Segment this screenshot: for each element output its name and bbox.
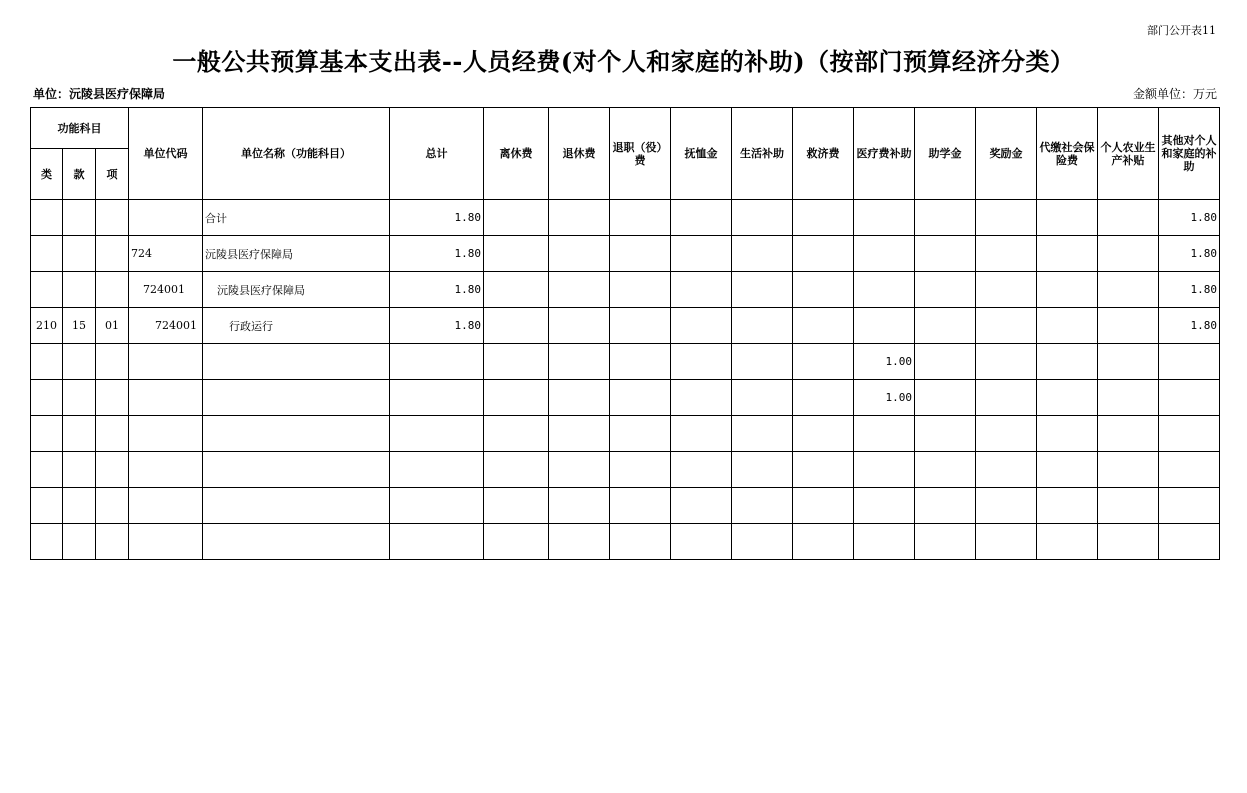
cell-lixiu bbox=[484, 488, 549, 524]
cell-fuxu bbox=[671, 308, 732, 344]
cell-lixiu bbox=[484, 200, 549, 236]
header-fuxu: 抚恤金 bbox=[671, 108, 732, 200]
cell-yiliao: 1.00 bbox=[854, 344, 915, 380]
cell-daijiao bbox=[1037, 524, 1098, 560]
cell-yiliao: 1.00 bbox=[854, 380, 915, 416]
cell-shenghuo bbox=[732, 272, 793, 308]
cell-tuizhi bbox=[610, 344, 671, 380]
header-unit-code: 单位代码 bbox=[129, 108, 203, 200]
cell-zhuxue bbox=[915, 416, 976, 452]
header-qita: 其他对个人和家庭的补助 bbox=[1159, 108, 1220, 200]
cell-xiang bbox=[96, 488, 129, 524]
cell-name: 沅陵县医疗保障局 bbox=[203, 272, 390, 308]
cell-xiang bbox=[96, 452, 129, 488]
cell-fuxu bbox=[671, 272, 732, 308]
cell-zhuxue bbox=[915, 308, 976, 344]
cell-xiang bbox=[96, 236, 129, 272]
cell-lixiu bbox=[484, 344, 549, 380]
cell-qita: 1.80 bbox=[1159, 200, 1220, 236]
cell-total bbox=[390, 380, 484, 416]
cell-total: 1.80 bbox=[390, 308, 484, 344]
cell-kuan bbox=[63, 272, 96, 308]
cell-qita: 1.80 bbox=[1159, 272, 1220, 308]
cell-tuizhi bbox=[610, 416, 671, 452]
cell-tuixiu bbox=[549, 236, 610, 272]
table-row bbox=[31, 488, 1220, 524]
cell-kuan bbox=[63, 488, 96, 524]
cell-tuixiu bbox=[549, 524, 610, 560]
cell-kuan bbox=[63, 380, 96, 416]
cell-daijiao bbox=[1037, 488, 1098, 524]
cell-jiuji bbox=[793, 272, 854, 308]
cell-tuixiu bbox=[549, 488, 610, 524]
header-tuixiu: 退休费 bbox=[549, 108, 610, 200]
cell-jiangli bbox=[976, 452, 1037, 488]
cell-name bbox=[203, 344, 390, 380]
cell-kuan bbox=[63, 236, 96, 272]
cell-code: 724 bbox=[129, 236, 203, 272]
cell-daijiao bbox=[1037, 272, 1098, 308]
amount-unit-label: 金额单位：万元 bbox=[1132, 87, 1217, 101]
header-shenghuo: 生活补助 bbox=[732, 108, 793, 200]
cell-shenghuo bbox=[732, 344, 793, 380]
cell-tuizhi bbox=[610, 200, 671, 236]
cell-shenghuo bbox=[732, 524, 793, 560]
cell-lei bbox=[31, 200, 63, 236]
cell-fuxu bbox=[671, 344, 732, 380]
cell-yiliao bbox=[854, 416, 915, 452]
cell-kuan bbox=[63, 344, 96, 380]
cell-shenghuo bbox=[732, 452, 793, 488]
cell-kuan bbox=[63, 416, 96, 452]
cell-jiuji bbox=[793, 380, 854, 416]
cell-jiuji bbox=[793, 524, 854, 560]
cell-zhuxue bbox=[915, 488, 976, 524]
cell-lei bbox=[31, 380, 63, 416]
cell-xiang bbox=[96, 344, 129, 380]
cell-code bbox=[129, 524, 203, 560]
cell-total bbox=[390, 416, 484, 452]
cell-shenghuo bbox=[732, 416, 793, 452]
cell-lixiu bbox=[484, 272, 549, 308]
cell-daijiao bbox=[1037, 308, 1098, 344]
cell-nongye bbox=[1098, 200, 1159, 236]
cell-jiuji bbox=[793, 308, 854, 344]
cell-shenghuo bbox=[732, 380, 793, 416]
cell-qita: 1.80 bbox=[1159, 236, 1220, 272]
cell-total bbox=[390, 344, 484, 380]
cell-tuizhi bbox=[610, 272, 671, 308]
cell-tuixiu bbox=[549, 452, 610, 488]
cell-zhuxue bbox=[915, 272, 976, 308]
header-total: 总计 bbox=[390, 108, 484, 200]
cell-nongye bbox=[1098, 236, 1159, 272]
cell-jiangli bbox=[976, 524, 1037, 560]
header-jiangli: 奖励金 bbox=[976, 108, 1037, 200]
cell-lei bbox=[31, 272, 63, 308]
table-row bbox=[31, 344, 1220, 380]
cell-qita bbox=[1159, 344, 1220, 380]
cell-name bbox=[203, 416, 390, 452]
cell-name bbox=[203, 524, 390, 560]
cell-nongye bbox=[1098, 308, 1159, 344]
cell-daijiao bbox=[1037, 380, 1098, 416]
cell-jiangli bbox=[976, 488, 1037, 524]
cell-lei bbox=[31, 236, 63, 272]
cell-zhuxue bbox=[915, 344, 976, 380]
header-daijiao: 代缴社会保险费 bbox=[1037, 108, 1098, 200]
cell-fuxu bbox=[671, 236, 732, 272]
table-row bbox=[31, 308, 1220, 344]
cell-lixiu bbox=[484, 416, 549, 452]
cell-nongye bbox=[1098, 524, 1159, 560]
cell-zhuxue bbox=[915, 200, 976, 236]
cell-yiliao bbox=[854, 524, 915, 560]
cell-name bbox=[203, 380, 390, 416]
cell-jiuji bbox=[793, 488, 854, 524]
cell-name: 沅陵县医疗保障局 bbox=[203, 236, 390, 272]
table-row bbox=[31, 380, 1220, 416]
cell-yiliao bbox=[854, 452, 915, 488]
cell-lei bbox=[31, 452, 63, 488]
cell-qita bbox=[1159, 416, 1220, 452]
table-row bbox=[31, 272, 1220, 308]
cell-xiang bbox=[96, 200, 129, 236]
header-zhuxue: 助学金 bbox=[915, 108, 976, 200]
cell-xiang: 01 bbox=[96, 308, 129, 344]
cell-lei bbox=[31, 524, 63, 560]
cell-fuxu bbox=[671, 488, 732, 524]
cell-tuixiu bbox=[549, 416, 610, 452]
cell-code bbox=[129, 452, 203, 488]
cell-qita bbox=[1159, 524, 1220, 560]
cell-jiangli bbox=[976, 272, 1037, 308]
cell-tuixiu bbox=[549, 272, 610, 308]
cell-shenghuo bbox=[732, 236, 793, 272]
cell-total bbox=[390, 524, 484, 560]
cell-fuxu bbox=[671, 452, 732, 488]
cell-daijiao bbox=[1037, 236, 1098, 272]
cell-code: 724001 bbox=[129, 308, 203, 344]
page-title: 一般公共预算基本支出表--人员经费(对个人和家庭的补助)（按部门预算经济分类） bbox=[172, 47, 1075, 76]
cell-shenghuo bbox=[732, 308, 793, 344]
cell-nongye bbox=[1098, 488, 1159, 524]
header-lixiu: 离休费 bbox=[484, 108, 549, 200]
cell-nongye bbox=[1098, 344, 1159, 380]
cell-xiang bbox=[96, 524, 129, 560]
cell-code bbox=[129, 416, 203, 452]
cell-xiang bbox=[96, 380, 129, 416]
cell-nongye bbox=[1098, 416, 1159, 452]
table-row bbox=[31, 200, 1220, 236]
cell-fuxu bbox=[671, 524, 732, 560]
cell-jiangli bbox=[976, 380, 1037, 416]
cell-code: 724001 bbox=[129, 272, 203, 308]
cell-zhuxue bbox=[915, 236, 976, 272]
cell-kuan bbox=[63, 524, 96, 560]
cell-tuixiu bbox=[549, 344, 610, 380]
header-nongye: 个人农业生产补贴 bbox=[1098, 108, 1159, 200]
cell-name: 行政运行 bbox=[203, 308, 390, 344]
cell-yiliao bbox=[854, 200, 915, 236]
cell-lei bbox=[31, 488, 63, 524]
cell-tuixiu bbox=[549, 308, 610, 344]
header-lei: 类 bbox=[31, 149, 63, 200]
cell-xiang bbox=[96, 272, 129, 308]
cell-code bbox=[129, 380, 203, 416]
table-row bbox=[31, 452, 1220, 488]
cell-jiangli bbox=[976, 344, 1037, 380]
cell-fuxu bbox=[671, 416, 732, 452]
cell-kuan: 15 bbox=[63, 308, 96, 344]
header-kuan: 款 bbox=[63, 149, 96, 200]
header-xiang: 项 bbox=[96, 149, 129, 200]
cell-shenghuo bbox=[732, 200, 793, 236]
cell-jiangli bbox=[976, 200, 1037, 236]
cell-qita bbox=[1159, 380, 1220, 416]
unit-label: 单位：沅陵县医疗保障局 bbox=[33, 87, 166, 101]
header-func-subject: 功能科目 bbox=[31, 108, 129, 149]
cell-qita: 1.80 bbox=[1159, 308, 1220, 344]
cell-yiliao bbox=[854, 308, 915, 344]
cell-code bbox=[129, 488, 203, 524]
table-row bbox=[31, 524, 1220, 560]
header-tuizhi: 退职（役）费 bbox=[610, 108, 671, 200]
table-number-label: 部门公开表11 bbox=[1147, 24, 1216, 37]
cell-code bbox=[129, 200, 203, 236]
cell-jiuji bbox=[793, 416, 854, 452]
cell-fuxu bbox=[671, 200, 732, 236]
table-row bbox=[31, 236, 1220, 272]
cell-lixiu bbox=[484, 380, 549, 416]
cell-nongye bbox=[1098, 272, 1159, 308]
cell-tuizhi bbox=[610, 236, 671, 272]
cell-total: 1.80 bbox=[390, 200, 484, 236]
cell-jiangli bbox=[976, 308, 1037, 344]
cell-lixiu bbox=[484, 452, 549, 488]
cell-total bbox=[390, 452, 484, 488]
cell-daijiao bbox=[1037, 416, 1098, 452]
cell-jiuji bbox=[793, 452, 854, 488]
cell-nongye bbox=[1098, 452, 1159, 488]
header-jiuji: 救济费 bbox=[793, 108, 854, 200]
cell-tuizhi bbox=[610, 380, 671, 416]
cell-qita bbox=[1159, 488, 1220, 524]
cell-code bbox=[129, 344, 203, 380]
cell-lixiu bbox=[484, 524, 549, 560]
table-header bbox=[31, 108, 1220, 200]
cell-total bbox=[390, 488, 484, 524]
cell-lei bbox=[31, 344, 63, 380]
cell-name: 合计 bbox=[203, 200, 390, 236]
cell-qita bbox=[1159, 452, 1220, 488]
cell-tuixiu bbox=[549, 200, 610, 236]
cell-tuixiu bbox=[549, 380, 610, 416]
cell-tuizhi bbox=[610, 308, 671, 344]
cell-lixiu bbox=[484, 236, 549, 272]
header-yiliao: 医疗费补助 bbox=[854, 108, 915, 200]
cell-tuizhi bbox=[610, 524, 671, 560]
cell-fuxu bbox=[671, 380, 732, 416]
cell-name bbox=[203, 452, 390, 488]
cell-lixiu bbox=[484, 308, 549, 344]
cell-jiangli bbox=[976, 236, 1037, 272]
cell-yiliao bbox=[854, 488, 915, 524]
cell-xiang bbox=[96, 416, 129, 452]
cell-zhuxue bbox=[915, 380, 976, 416]
cell-yiliao bbox=[854, 272, 915, 308]
cell-jiangli bbox=[976, 416, 1037, 452]
cell-kuan bbox=[63, 200, 96, 236]
cell-tuizhi bbox=[610, 488, 671, 524]
cell-zhuxue bbox=[915, 524, 976, 560]
cell-total: 1.80 bbox=[390, 272, 484, 308]
cell-jiuji bbox=[793, 200, 854, 236]
cell-daijiao bbox=[1037, 200, 1098, 236]
table-row bbox=[31, 416, 1220, 452]
cell-nongye bbox=[1098, 380, 1159, 416]
cell-kuan bbox=[63, 452, 96, 488]
cell-daijiao bbox=[1037, 344, 1098, 380]
cell-jiuji bbox=[793, 236, 854, 272]
cell-jiuji bbox=[793, 344, 854, 380]
cell-lei: 210 bbox=[31, 308, 63, 344]
cell-lei bbox=[31, 416, 63, 452]
cell-shenghuo bbox=[732, 488, 793, 524]
cell-zhuxue bbox=[915, 452, 976, 488]
cell-name bbox=[203, 488, 390, 524]
header-unit-name: 单位名称（功能科目） bbox=[203, 108, 390, 200]
cell-tuizhi bbox=[610, 452, 671, 488]
cell-yiliao bbox=[854, 236, 915, 272]
cell-daijiao bbox=[1037, 452, 1098, 488]
cell-total: 1.80 bbox=[390, 236, 484, 272]
budget-table bbox=[30, 107, 1220, 560]
